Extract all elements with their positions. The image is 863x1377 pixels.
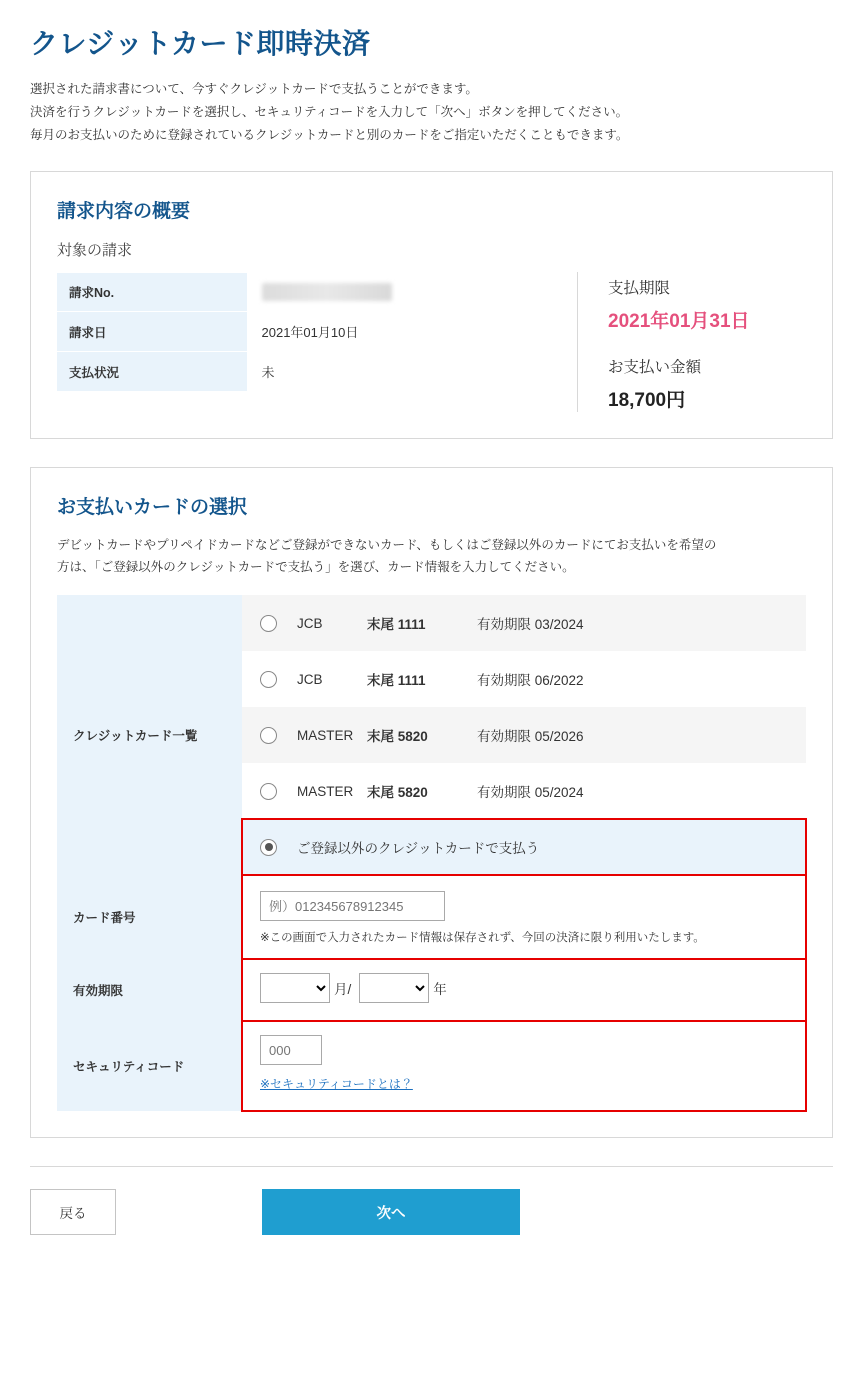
payment-note-line-1: デビットカードやプリペイドカードなどご登録ができないカード、もしくはご登録以外のカードにてお支払いを希望の xyxy=(57,538,717,553)
invoice-no-label: 請求No. xyxy=(57,273,247,312)
radio-other-card[interactable] xyxy=(260,839,277,856)
summary-section-title: 請求内容の概要 xyxy=(57,201,191,223)
card-last4: 末尾 1111 xyxy=(367,617,426,633)
footer-actions xyxy=(0,1167,863,1235)
expiry-label: 有効期限 xyxy=(57,959,242,1021)
other-card-label: ご登録以外のクレジットカードで支払う xyxy=(297,841,540,857)
invoice-summary-card xyxy=(30,171,833,439)
page-root xyxy=(0,22,863,1138)
invoice-table xyxy=(57,272,517,392)
page-lead xyxy=(30,78,833,147)
page-title: クレジットカード即時決済 xyxy=(30,28,371,59)
card-last4: 末尾 5820 xyxy=(367,785,428,801)
card-expiry: 有効期限 05/2024 xyxy=(477,785,584,801)
lead-line-2: 決済を行うクレジットカードを選択し、セキュリティコードを入力して「次へ」ボタンを押してください。 xyxy=(30,105,629,120)
table-row xyxy=(57,273,517,312)
card-number-label: カード番号 xyxy=(57,875,242,959)
card-expiry: 有効期限 05/2026 xyxy=(477,729,584,745)
list-item[interactable] xyxy=(242,707,806,763)
lead-line-3: 毎月のお支払いのために登録されているクレジットカードと別のカードをご指定いただくこともできます。 xyxy=(30,128,629,143)
card-number-note: ※この画面で入力されたカード情報は保存されず、今回の決済に限り利用いたします。 xyxy=(260,932,705,945)
security-code-help-link[interactable]: ※セキュリティコードとは？ xyxy=(260,1077,413,1092)
expiry-year-unit: 年 xyxy=(433,982,447,998)
radio-card-4[interactable] xyxy=(260,783,277,800)
security-code-input[interactable] xyxy=(260,1035,322,1065)
due-date-value: 2021年01月31日 xyxy=(608,311,750,333)
payment-form-grid xyxy=(57,595,806,1111)
card-list-options xyxy=(242,595,806,875)
card-number-block xyxy=(57,875,806,959)
card-brand: MASTER xyxy=(297,783,354,799)
back-button[interactable]: 戻る xyxy=(30,1189,116,1235)
list-item[interactable] xyxy=(242,595,806,651)
invoice-date-value: 2021年01月10日 xyxy=(261,325,359,341)
card-brand: JCB xyxy=(297,615,323,631)
expiry-month-select[interactable] xyxy=(260,973,330,1003)
payment-section-title: お支払いカードの選択 xyxy=(57,497,248,519)
payment-status-label: 支払状況 xyxy=(57,352,247,392)
card-last4: 末尾 5820 xyxy=(367,729,428,745)
security-code-block xyxy=(57,1021,806,1111)
amount-value: 18,700円 xyxy=(608,390,686,412)
next-button[interactable]: 次へ xyxy=(262,1189,520,1235)
card-brand: MASTER xyxy=(297,727,354,743)
expiry-month-unit: 月/ xyxy=(334,982,352,998)
expiry-year-select[interactable] xyxy=(359,973,429,1003)
expiry-block xyxy=(57,959,806,1021)
radio-card-3[interactable] xyxy=(260,727,277,744)
card-number-field-wrap xyxy=(242,875,806,959)
payment-card-selection-card xyxy=(30,467,833,1138)
card-expiry: 有効期限 06/2022 xyxy=(477,673,584,689)
due-date-label: 支払期限 xyxy=(608,280,671,298)
list-item[interactable] xyxy=(242,763,806,819)
expiry-field-wrap xyxy=(242,959,806,1021)
invoice-table-wrap xyxy=(57,272,577,392)
radio-card-1[interactable] xyxy=(260,615,277,632)
other-card-option-row[interactable] xyxy=(242,819,806,875)
table-row xyxy=(57,352,517,392)
security-code-field-wrap xyxy=(242,1021,806,1111)
card-expiry: 有効期限 03/2024 xyxy=(477,617,584,633)
list-item[interactable] xyxy=(242,651,806,707)
payment-note-line-2: 方は、「ご登録以外のクレジットカードで支払う」を選び、カード情報を入力してください。 xyxy=(57,560,575,575)
payment-status-value: 未 xyxy=(261,365,275,381)
payment-note xyxy=(57,535,806,579)
security-code-label: セキュリティコード xyxy=(57,1021,242,1111)
card-number-input[interactable] xyxy=(260,891,445,921)
card-list-label: クレジットカード一覧 xyxy=(57,595,242,875)
summary-sub-title: 対象の請求 xyxy=(57,242,133,260)
card-list-block xyxy=(57,595,806,875)
amount-label: お支払い金額 xyxy=(608,359,702,377)
redacted-value xyxy=(262,283,392,301)
lead-line-1: 選択された請求書について、今すぐクレジットカードで支払うことができます。 xyxy=(30,82,478,96)
invoice-date-label: 請求日 xyxy=(57,312,247,352)
invoice-no-value xyxy=(247,273,517,312)
table-row xyxy=(57,312,517,352)
card-brand: JCB xyxy=(297,671,323,687)
radio-card-2[interactable] xyxy=(260,671,277,688)
summary-amounts xyxy=(577,272,806,412)
card-last4: 末尾 1111 xyxy=(367,673,426,689)
